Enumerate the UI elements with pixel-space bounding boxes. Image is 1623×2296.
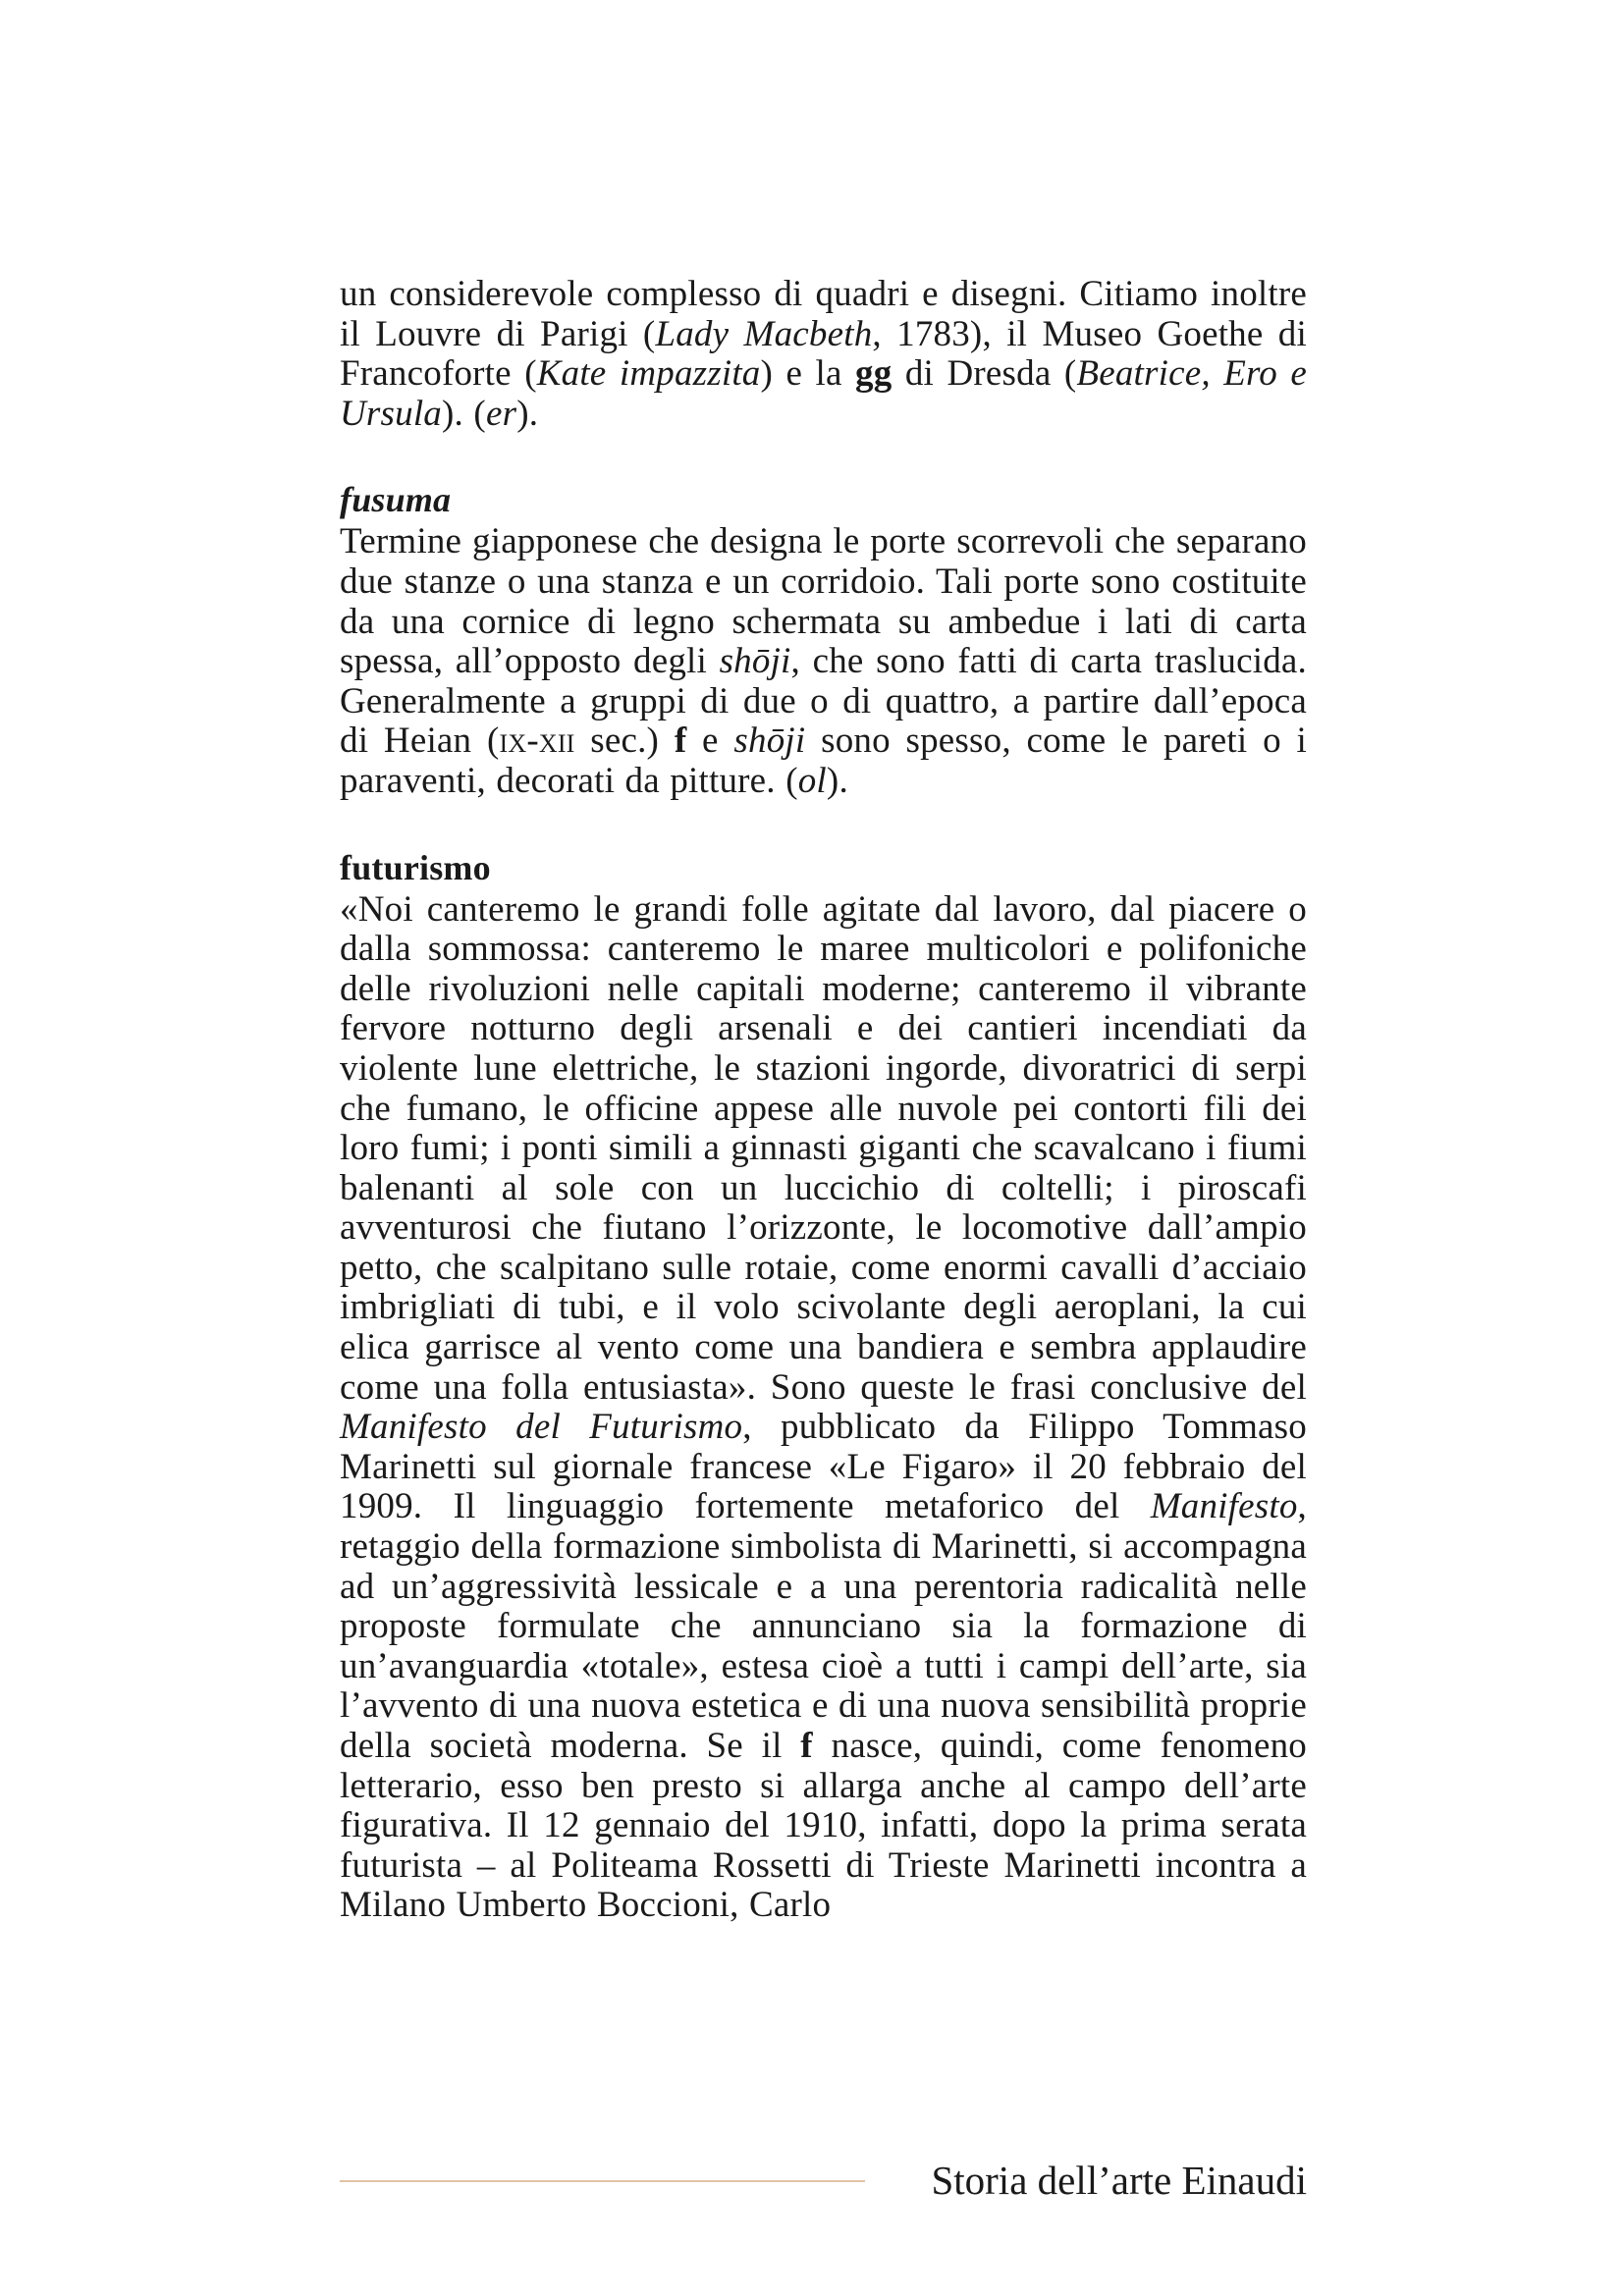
- text-run: gg: [855, 353, 893, 395]
- page-body: [340, 275, 1307, 1969]
- entry-futurismo: [340, 845, 1307, 1926]
- text-run: ) e la: [760, 353, 856, 395]
- text-run: e: [686, 721, 734, 762]
- entry-body-futurismo: [340, 890, 1307, 1926]
- text-run: sec.): [574, 721, 675, 762]
- text-run: shōji: [719, 641, 791, 682]
- entry-body-fusuma: [340, 522, 1307, 801]
- text-run: Lady Macbeth: [655, 313, 873, 354]
- text-run: , 1783), il Museo Goethe di Francoforte (: [340, 313, 1307, 395]
- text-run: f: [674, 721, 687, 762]
- footer-title: Storia dell’arte Einaudi: [931, 2158, 1307, 2203]
- text-run: sono spesso, come le pareti o i paraventi, decorati da pitture. (: [340, 721, 1308, 801]
- text-run: ix-xii: [499, 721, 575, 762]
- text-run: ol: [797, 760, 827, 801]
- text-run: Manifesto del Futurismo: [340, 1407, 743, 1448]
- entry-title-futurismo: futurismo: [340, 847, 491, 887]
- text-run: ). (: [442, 393, 486, 434]
- text-run: Manifesto: [1150, 1486, 1298, 1527]
- text-run: Beatrice, Ero e Ursula: [340, 353, 1307, 434]
- text-run: nasce, quindi, come fenomeno letterario, esso ben presto si allarga anche al campo dell’arte figurativa. Il 12 gennaio del 1910, infatti, dopo la prima serata futurista – al Politeama Rossetti di Trieste Marinetti incontra a Milano Umberto Boccioni, Carlo: [340, 1726, 1307, 1926]
- text-run: di Dresda (: [892, 353, 1077, 395]
- entry-title-fusuma: fusuma: [340, 480, 452, 520]
- text-run: ).: [516, 393, 539, 434]
- text-run: shōji: [733, 721, 806, 762]
- text-run: un considerevole complesso di quadri e disegni. Citiamo inoltre il Louvre di Parigi (: [340, 274, 1307, 354]
- text-run: Kate impazzita: [536, 353, 761, 395]
- text-run: f: [800, 1726, 813, 1766]
- text-run: er: [485, 393, 517, 434]
- text-run: ).: [826, 760, 848, 801]
- footer-rule: [340, 2180, 865, 2182]
- text-run: , che sono fatti di carta traslucida. Generalmente a gruppi di due o di quattro, a partire dall’epoca di Heian (: [340, 641, 1307, 762]
- continuation-paragraph: [340, 275, 1307, 434]
- text-run: «Noi canteremo le grandi folle agitate dal lavoro, dal piacere o dalla sommossa: canteremo le maree multicolori e polifoniche delle rivoluzioni nelle capitali moderne; canteremo il vibrante fervore notturno degli arsenali e dei cantieri incendiati da violente lune elettriche, le stazioni ingorde, divoratrici di serpi che fumano, le officine appese alle nuvole pei contorti fili dei loro fumi; i ponti simili a ginnasti giganti che scavalcano i fiumi balenanti al sole con un luccichio di coltelli; i piroscafi avventurosi che fiutano l’orizzonte, le locomotive dall’ampio petto, che scalpitano sulle rotaie, come enormi cavalli d’acciaio imbrigliati di tubi, e il volo scivolante degli aeroplani, la cui elica garrisce al vento come una bandiera e sembra applaudire come una folla entusiasta». Sono queste le frasi conclusive del: [340, 888, 1307, 1408]
- text-run: , retaggio della formazione simbolista di Marinetti, si accompagna ad un’aggressività lessicale e a una perentoria radicalità nelle proposte formulate che annunciano sia la formazione di un’avanguardia «totale», estesa cioè a tutti i campi dell’arte, sia l’avvento di una nuova estetica e di una nuova sensibilità proprie della società moderna. Se il: [340, 1486, 1307, 1766]
- text-run: , pubblicato da Filippo Tommaso Marinetti sul giornale francese «Le Figaro» il 20 febbraio del 1909. Il linguaggio fortemente metaforico del: [340, 1407, 1307, 1527]
- text-run: Termine giapponese che designa le porte scorrevoli che separano due stanze o una stanza e un corridoio. Tali porte sono costituite da una cornice di legno schermata su ambedue i lati di carta spessa, all’opposto degli: [340, 521, 1307, 682]
- entry-fusuma: [340, 477, 1307, 801]
